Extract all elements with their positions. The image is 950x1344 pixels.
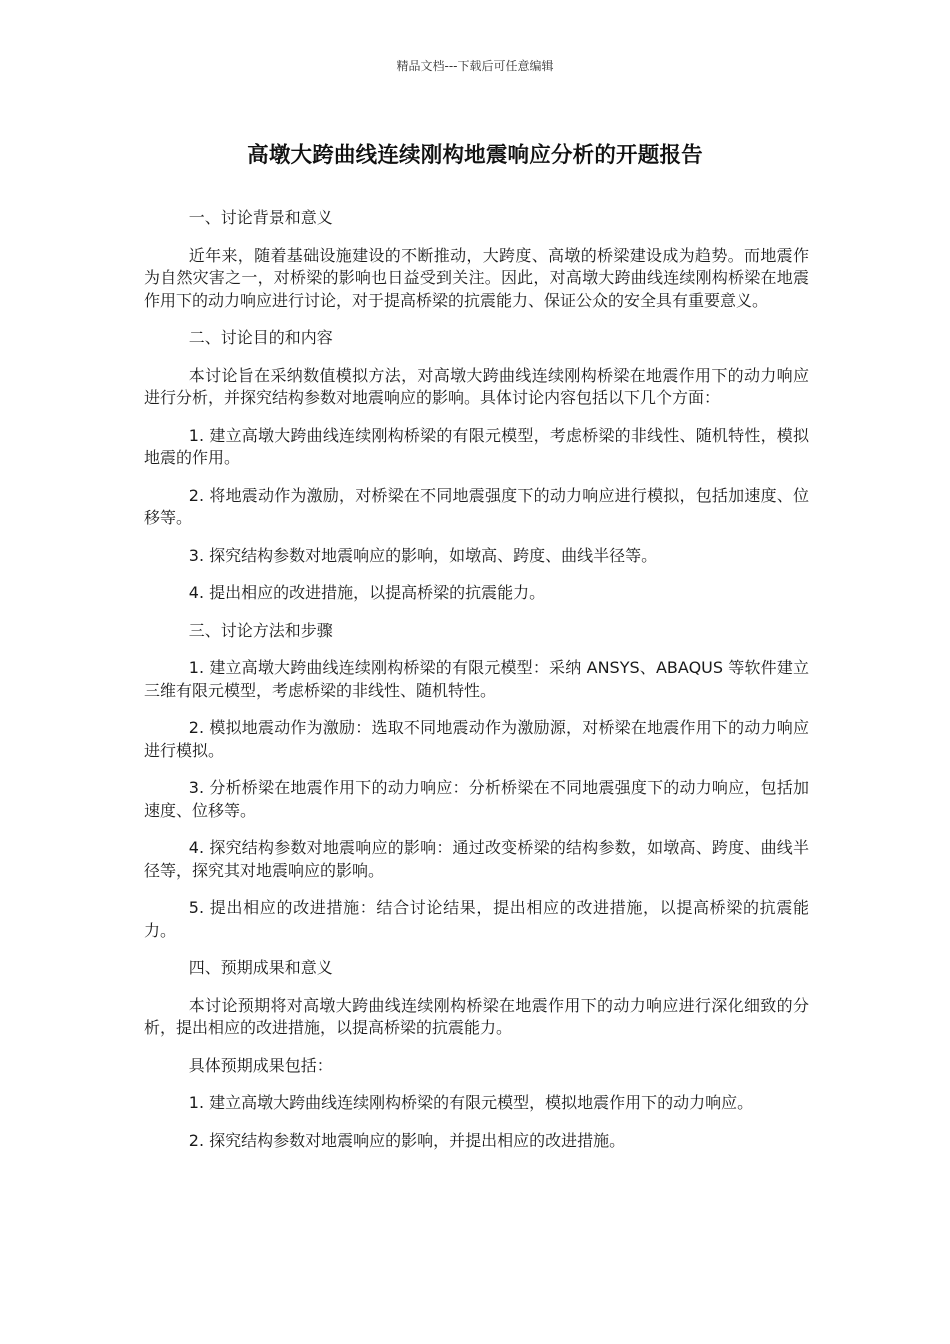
list-item-method-1: 1. 建立高墩大跨曲线连续刚构桥梁的有限元模型：采纳 ANSYS、ABAQUS 等软件建立三维有限元模型，考虑桥梁的非线性、随机特性。 [144, 658, 809, 700]
list-item-content-1: 1. 建立高墩大跨曲线连续刚构桥梁的有限元模型，考虑桥梁的非线性、随机特性，模拟地震的作用。 [144, 425, 809, 467]
section-heading-outcomes: 四、预期成果和意义 [188, 958, 333, 977]
paragraph-outcomes-intro: 具体预期成果包括： [188, 1055, 333, 1075]
paragraph-objectives: 本讨论旨在采纳数值模拟方法，对高墩大跨曲线连续刚构桥梁在地震作用下的动力响应进行分析，并探究结构参数对地震响应的影响。具体讨论内容包括以下几个方面： [144, 365, 809, 407]
section-heading-objectives: 二、讨论目的和内容 [188, 328, 333, 347]
header-note: 精品文档---下载后可任意编辑 [396, 59, 554, 73]
paragraph-outcomes: 本讨论预期将对高墩大跨曲线连续刚构桥梁在地震作用下的动力响应进行深化细致的分析，提出相应的改进措施，以提高桥梁的抗震能力。 [144, 995, 809, 1037]
list-item-content-3: 3. 探究结构参数对地震响应的影响，如墩高、跨度、曲线半径等。 [188, 545, 658, 565]
list-item-method-2: 2. 模拟地震动作为激励：选取不同地震动作为激励源，对桥梁在地震作用下的动力响应进行模拟。 [144, 718, 809, 760]
list-item-outcome-2: 2. 探究结构参数对地震响应的影响，并提出相应的改进措施。 [188, 1130, 626, 1150]
list-item-outcome-1: 1. 建立高墩大跨曲线连续刚构桥梁的有限元模型，模拟地震作用下的动力响应。 [188, 1093, 754, 1112]
list-item-content-2: 2. 将地震动作为激励，对桥梁在不同地震强度下的动力响应进行模拟，包括加速度、位移等。 [144, 485, 809, 527]
list-item-method-3: 3. 分析桥梁在地震作用下的动力响应：分析桥梁在不同地震强度下的动力响应，包括加速度、位移等。 [144, 778, 809, 820]
section-heading-methods: 三、讨论方法和步骤 [188, 620, 333, 640]
document-title: 高墩大跨曲线连续刚构地震响应分析的开题报告 [247, 143, 703, 168]
section-heading-background: 一、讨论背景和意义 [188, 208, 333, 227]
paragraph-background: 近年来，随着基础设施建设的不断推动，大跨度、高墩的桥梁建设成为趋势。而地震作为自然灾害之一，对桥梁的影响也日益受到关注。因此，对高墩大跨曲线连续刚构桥梁在地震作用下的动力响应进行讨论，对于提高桥梁的抗震能力、保证公众的安全具有重要意义。 [144, 245, 809, 310]
list-item-content-4: 4. 提出相应的改进措施，以提高桥梁的抗震能力。 [188, 583, 546, 602]
list-item-method-4: 4. 探究结构参数对地震响应的影响：通过改变桥梁的结构参数，如墩高、跨度、曲线半径等，探究其对地震响应的影响。 [144, 838, 809, 880]
document-body [144, 207, 809, 1167]
list-item-method-5: 5. 提出相应的改进措施：结合讨论结果，提出相应的改进措施，以提高桥梁的抗震能力。 [144, 898, 809, 940]
